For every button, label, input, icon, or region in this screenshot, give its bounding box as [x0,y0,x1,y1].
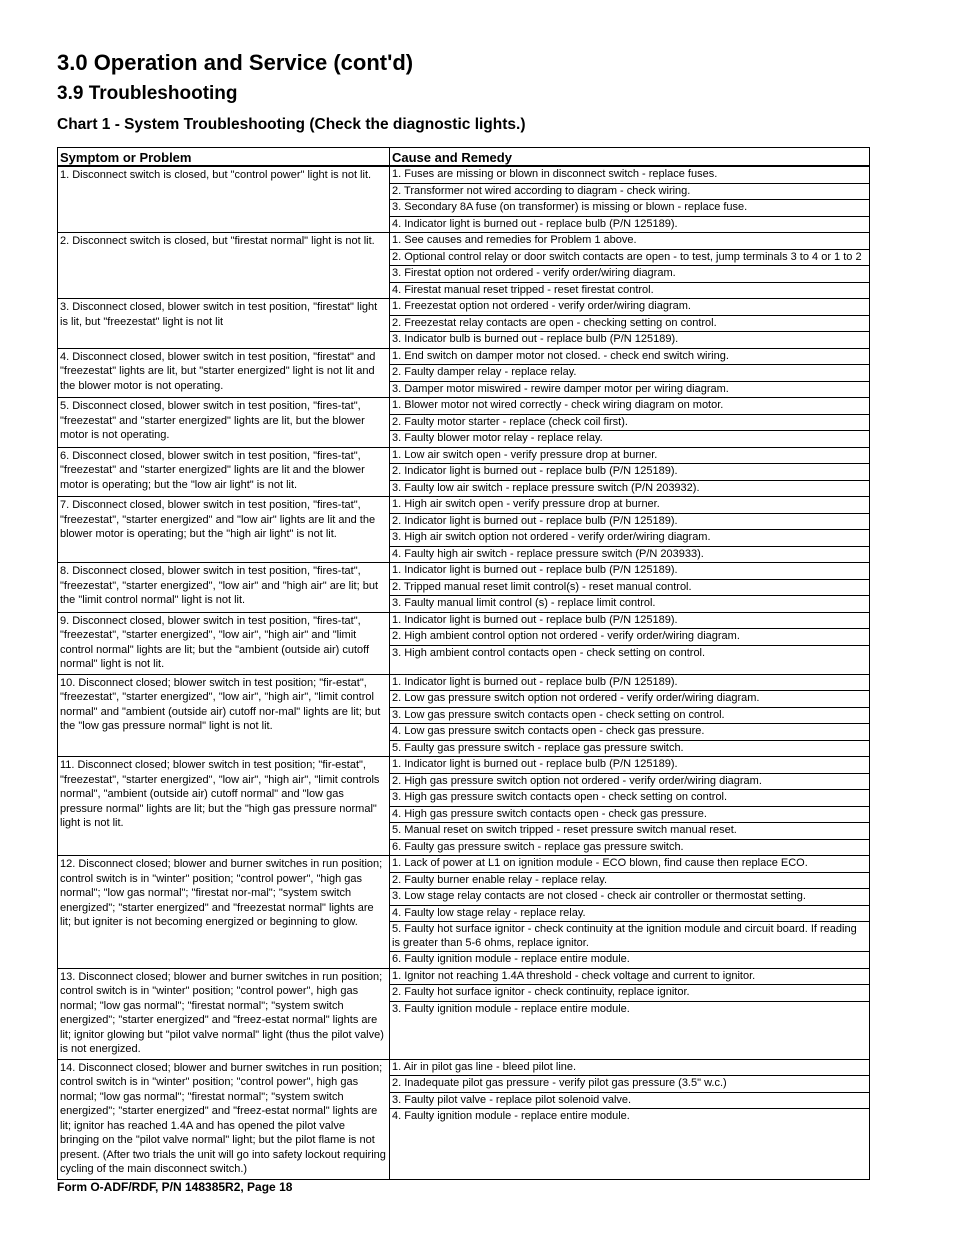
cause-item: 5. Faulty hot surface ignitor - check continuity at the ignition module and circuit board. If reading is greater than 5-6 ohms, replace ignitor. [390,922,869,952]
cause-item: 1. Blower motor not wired correctly - check wiring diagram on motor. [390,398,869,415]
table-header-row [58,148,870,167]
cause-item: 1. End switch on damper motor not closed. - check end switch wiring. [390,349,869,366]
cause-item: 1. Ignitor not reaching 1.4A threshold - check voltage and current to ignitor. [390,969,869,986]
cause-cell [390,612,870,674]
cause-item: 4. Faulty high air switch - replace pressure switch (P/N 203933). [392,547,704,560]
table-row [58,299,870,349]
cause-item: 2. Inadequate pilot gas pressure - verify pilot gas pressure (3.5" w.c.) [390,1076,869,1093]
cause-item: 3. Low gas pressure switch contacts open - check setting on control. [390,708,869,725]
cause-item: 3. Faulty low air switch - replace pressure switch (P/N 203932). [392,481,700,494]
table-row [58,233,870,299]
cause-cell [390,674,870,757]
cause-item: 1. Low air switch open - verify pressure drop at burner. [390,448,869,465]
cause-item: 2. Faulty motor starter - replace (check coil first). [390,415,869,432]
cause-item: 5. Faulty gas pressure switch - replace gas pressure switch. [392,741,684,754]
cause-item: 1. Lack of power at L1 on ignition module - ECO blown, find cause then replace ECO. [390,856,869,873]
cause-item: 2. High ambient control option not ordered - verify order/wiring diagram. [390,629,869,646]
table-row [58,348,870,398]
symptom-cell: 13. Disconnect closed; blower and burner switches in run position; control switch is in "winter" position; "control power", high gas normal; "low gas normal"; "firestat normal"; "system switch energized"; "starter energized" and "freez-estat normal" lights are lit; ignitor glowing but "pilot valve normal" light (thus the pilot valve) is not energized. [58,968,390,1059]
cause-item: 1. Indicator light is burned out - replace bulb (P/N 125189). [390,613,869,630]
cause-cell [390,1059,870,1179]
cause-cell [390,299,870,349]
cause-cell [390,166,870,233]
cause-cell [390,398,870,448]
cause-item: 5. Manual reset on switch tripped - reset pressure switch manual reset. [390,823,869,840]
cause-item: 4. Low gas pressure switch contacts open - check gas pressure. [390,724,869,741]
troubleshooting-table [57,147,870,1180]
cause-item: 2. Faulty damper relay - replace relay. [390,365,869,382]
section-heading: 3.9 Troubleshooting [57,83,238,104]
cause-item: 1. See causes and remedies for Problem 1 above. [390,233,869,250]
cause-item: 1. Indicator light is burned out - replace bulb (P/N 125189). [390,757,869,774]
cause-cell [390,348,870,398]
table-row [58,166,870,233]
cause-cell [390,233,870,299]
page-footer: Form O-ADF/RDF, P/N 148385R2, Page 18 [57,1180,293,1194]
symptom-cell: 7. Disconnect closed, blower switch in test position, "fires-tat", "freezestat", "starter energized" and "low air" lights are lit and the blower motor is operating; but the "high air light" is not lit. [58,497,390,563]
symptom-cell: 8. Disconnect closed, blower switch in test position, "fires-tat", "freezestat", "starter energized", "low air" and "high air" are lit; but the "limit control normal" light is not lit. [58,563,390,613]
cause-cell [390,497,870,563]
cause-item: 1. Indicator light is burned out - replace bulb (P/N 125189). [390,563,869,580]
symptom-cell: 9. Disconnect closed, blower switch in test position, "fires-tat", "freezestat", "starter energized", "low air", "high air" and "limit control normal" lights are lit; but the "ambient (outside air) cutoff normal" light is not lit. [58,612,390,674]
table-row [58,1059,870,1179]
cause-item: 2. Faulty hot surface ignitor - check continuity, replace ignitor. [390,985,869,1002]
cause-item: 2. Indicator light is burned out - replace bulb (P/N 125189). [390,464,869,481]
symptom-cell: 14. Disconnect closed; blower and burner switches in run position; control switch is in "winter" position; "control power", high gas normal; "low gas normal"; "firestat normal"; "system switch energized"; "starter energized" and "freez-estat normal" lights are lit; ignitor has reached 1.4A and has opened the pilot valve bringing on the "pilot valve normal" light; but the pilot flame is not present. (After two trials the unit will go into safety lockout requiring cycling of the main disconnect switch.) [58,1059,390,1179]
page-heading: 3.0 Operation and Service (cont'd) [57,50,414,75]
cause-item: 2. Freezestat relay contacts are open - checking setting on control. [390,316,869,333]
cause-item: 2. Optional control relay or door switch contacts are open - to test, jump terminals 3 to 4 or 1 to 2 [390,250,869,267]
symptom-cell: 3. Disconnect closed, blower switch in test position, "firestat" light is lit, but "freezestat" light is not lit [58,299,390,349]
chart-title: Chart 1 - System Troubleshooting (Check the diagnostic lights.) [57,116,526,133]
cause-item: 4. Faulty ignition module - replace entire module. [392,1110,630,1122]
symptom-cell: 10. Disconnect closed; blower switch in test position; "fir-estat", "freezestat", "starter energized", "low air", "high air", "limit control normal" and "ambient (outside air) cutoff nor-mal" lights are lit; but the "low gas pressure normal" light is not lit. [58,674,390,757]
cause-item: 2. Low gas pressure switch option not ordered - verify order/wiring diagram. [390,691,869,708]
table-row [58,398,870,448]
cause-item: 1. Fuses are missing or blown in disconnect switch - replace fuses. [390,167,869,184]
cause-item: 3. Faulty ignition module - replace entire module. [392,1002,630,1015]
cause-item: 2. Indicator light is burned out - replace bulb (P/N 125189). [390,514,869,531]
cause-item: 4. Firestat manual reset tripped - reset firestat control. [392,283,654,296]
cause-cell [390,447,870,497]
symptom-cell: 12. Disconnect closed; blower and burner switches in run position; control switch is in "winter" position; "control power", "high gas normal"; "low gas normal"; "firestat nor-mal"; "system switch energized"; "starter energized" and "freezestat normal" lights are lit; but igniter is not becoming energized or beginning to glow. [58,856,390,969]
table-row [58,856,870,969]
symptom-cell: 2. Disconnect switch is closed, but "firestat normal" light is not lit. [58,233,390,299]
table-row [58,497,870,563]
symptom-cell: 11. Disconnect closed; blower switch in test position; "fir-estat", "freezestat", "starter energized", "low air", "high air", "limit controls normal", "ambient (outside air) cutoff normal" and "low gas pressure normal" lights are lit; but the "high gas pressure normal" light is not lit. [58,757,390,856]
cause-column-header: Cause and Remedy [390,148,870,167]
table-row [58,674,870,757]
cause-cell [390,856,870,969]
cause-item: 3. Secondary 8A fuse (on transformer) is missing or blown - replace fuse. [390,200,869,217]
table-row [58,757,870,856]
table-row [58,563,870,613]
cause-cell [390,968,870,1059]
cause-item: 6. Faulty ignition module - replace entire module. [392,953,630,965]
symptom-cell: 1. Disconnect switch is closed, but "control power" light is not lit. [58,166,390,233]
cause-item: 3. High ambient control contacts open - check setting on control. [392,646,706,659]
cause-item: 1. Air in pilot gas line - bleed pilot line. [390,1060,869,1077]
cause-item: 2. High gas pressure switch option not ordered - verify order/wiring diagram. [390,774,869,791]
cause-item: 3. Damper motor miswired - rewire damper motor per wiring diagram. [392,382,729,395]
cause-item: 2. Faulty burner enable relay - replace relay. [390,873,869,890]
cause-item: 3. Indicator bulb is burned out - replace bulb (P/N 125189). [392,333,679,345]
cause-item: 3. Faulty manual limit control (s) - replace limit control. [392,597,656,609]
cause-item: 4. Indicator light is burned out - replace bulb (P/N 125189). [392,217,678,230]
cause-item: 3. Faulty blower motor relay - replace relay. [392,432,603,444]
cause-item: 3. Firestat option not ordered - verify order/wiring diagram. [390,266,869,283]
cause-item: 1. Indicator light is burned out - replace bulb (P/N 125189). [390,675,869,692]
cause-cell [390,563,870,613]
cause-item: 3. High air switch option not ordered - verify order/wiring diagram. [390,530,869,547]
table-row [58,612,870,674]
cause-item: 6. Faulty gas pressure switch - replace gas pressure switch. [392,840,684,853]
symptom-cell: 6. Disconnect closed, blower switch in test position, "fires-tat", "freezestat" and "starter energized" lights are lit and the blower motor is operating; but the "low air light" is not lit. [58,447,390,497]
table-body [58,166,870,1179]
cause-item: 1. High air switch open - verify pressure drop at burner. [390,497,869,514]
cause-item: 3. High gas pressure switch contacts open - check setting on control. [390,790,869,807]
symptom-column-header: Symptom or Problem [58,148,390,167]
cause-item: 2. Tripped manual reset limit control(s) - reset manual control. [390,580,869,597]
cause-item: 4. Faulty low stage relay - replace relay. [390,906,869,923]
cause-item: 1. Freezestat option not ordered - verify order/wiring diagram. [390,299,869,316]
table-row [58,447,870,497]
cause-cell [390,757,870,856]
symptom-cell: 4. Disconnect closed, blower switch in test position, "firestat" and "freezestat" lights are lit, but "starter energized" light is not lit and the blower motor is not operating. [58,348,390,398]
cause-item: 2. Transformer not wired according to diagram - check wiring. [390,184,869,201]
cause-item: 4. High gas pressure switch contacts open - check gas pressure. [390,807,869,824]
cause-item: 3. Faulty pilot valve - replace pilot solenoid valve. [390,1093,869,1110]
table-row [58,968,870,1059]
cause-item: 3. Low stage relay contacts are not closed - check air controller or thermostat setting. [390,889,869,906]
symptom-cell: 5. Disconnect closed, blower switch in test position, "fires-tat", "freezestat" and "starter energized" lights are lit, but the blower motor is not operating. [58,398,390,448]
